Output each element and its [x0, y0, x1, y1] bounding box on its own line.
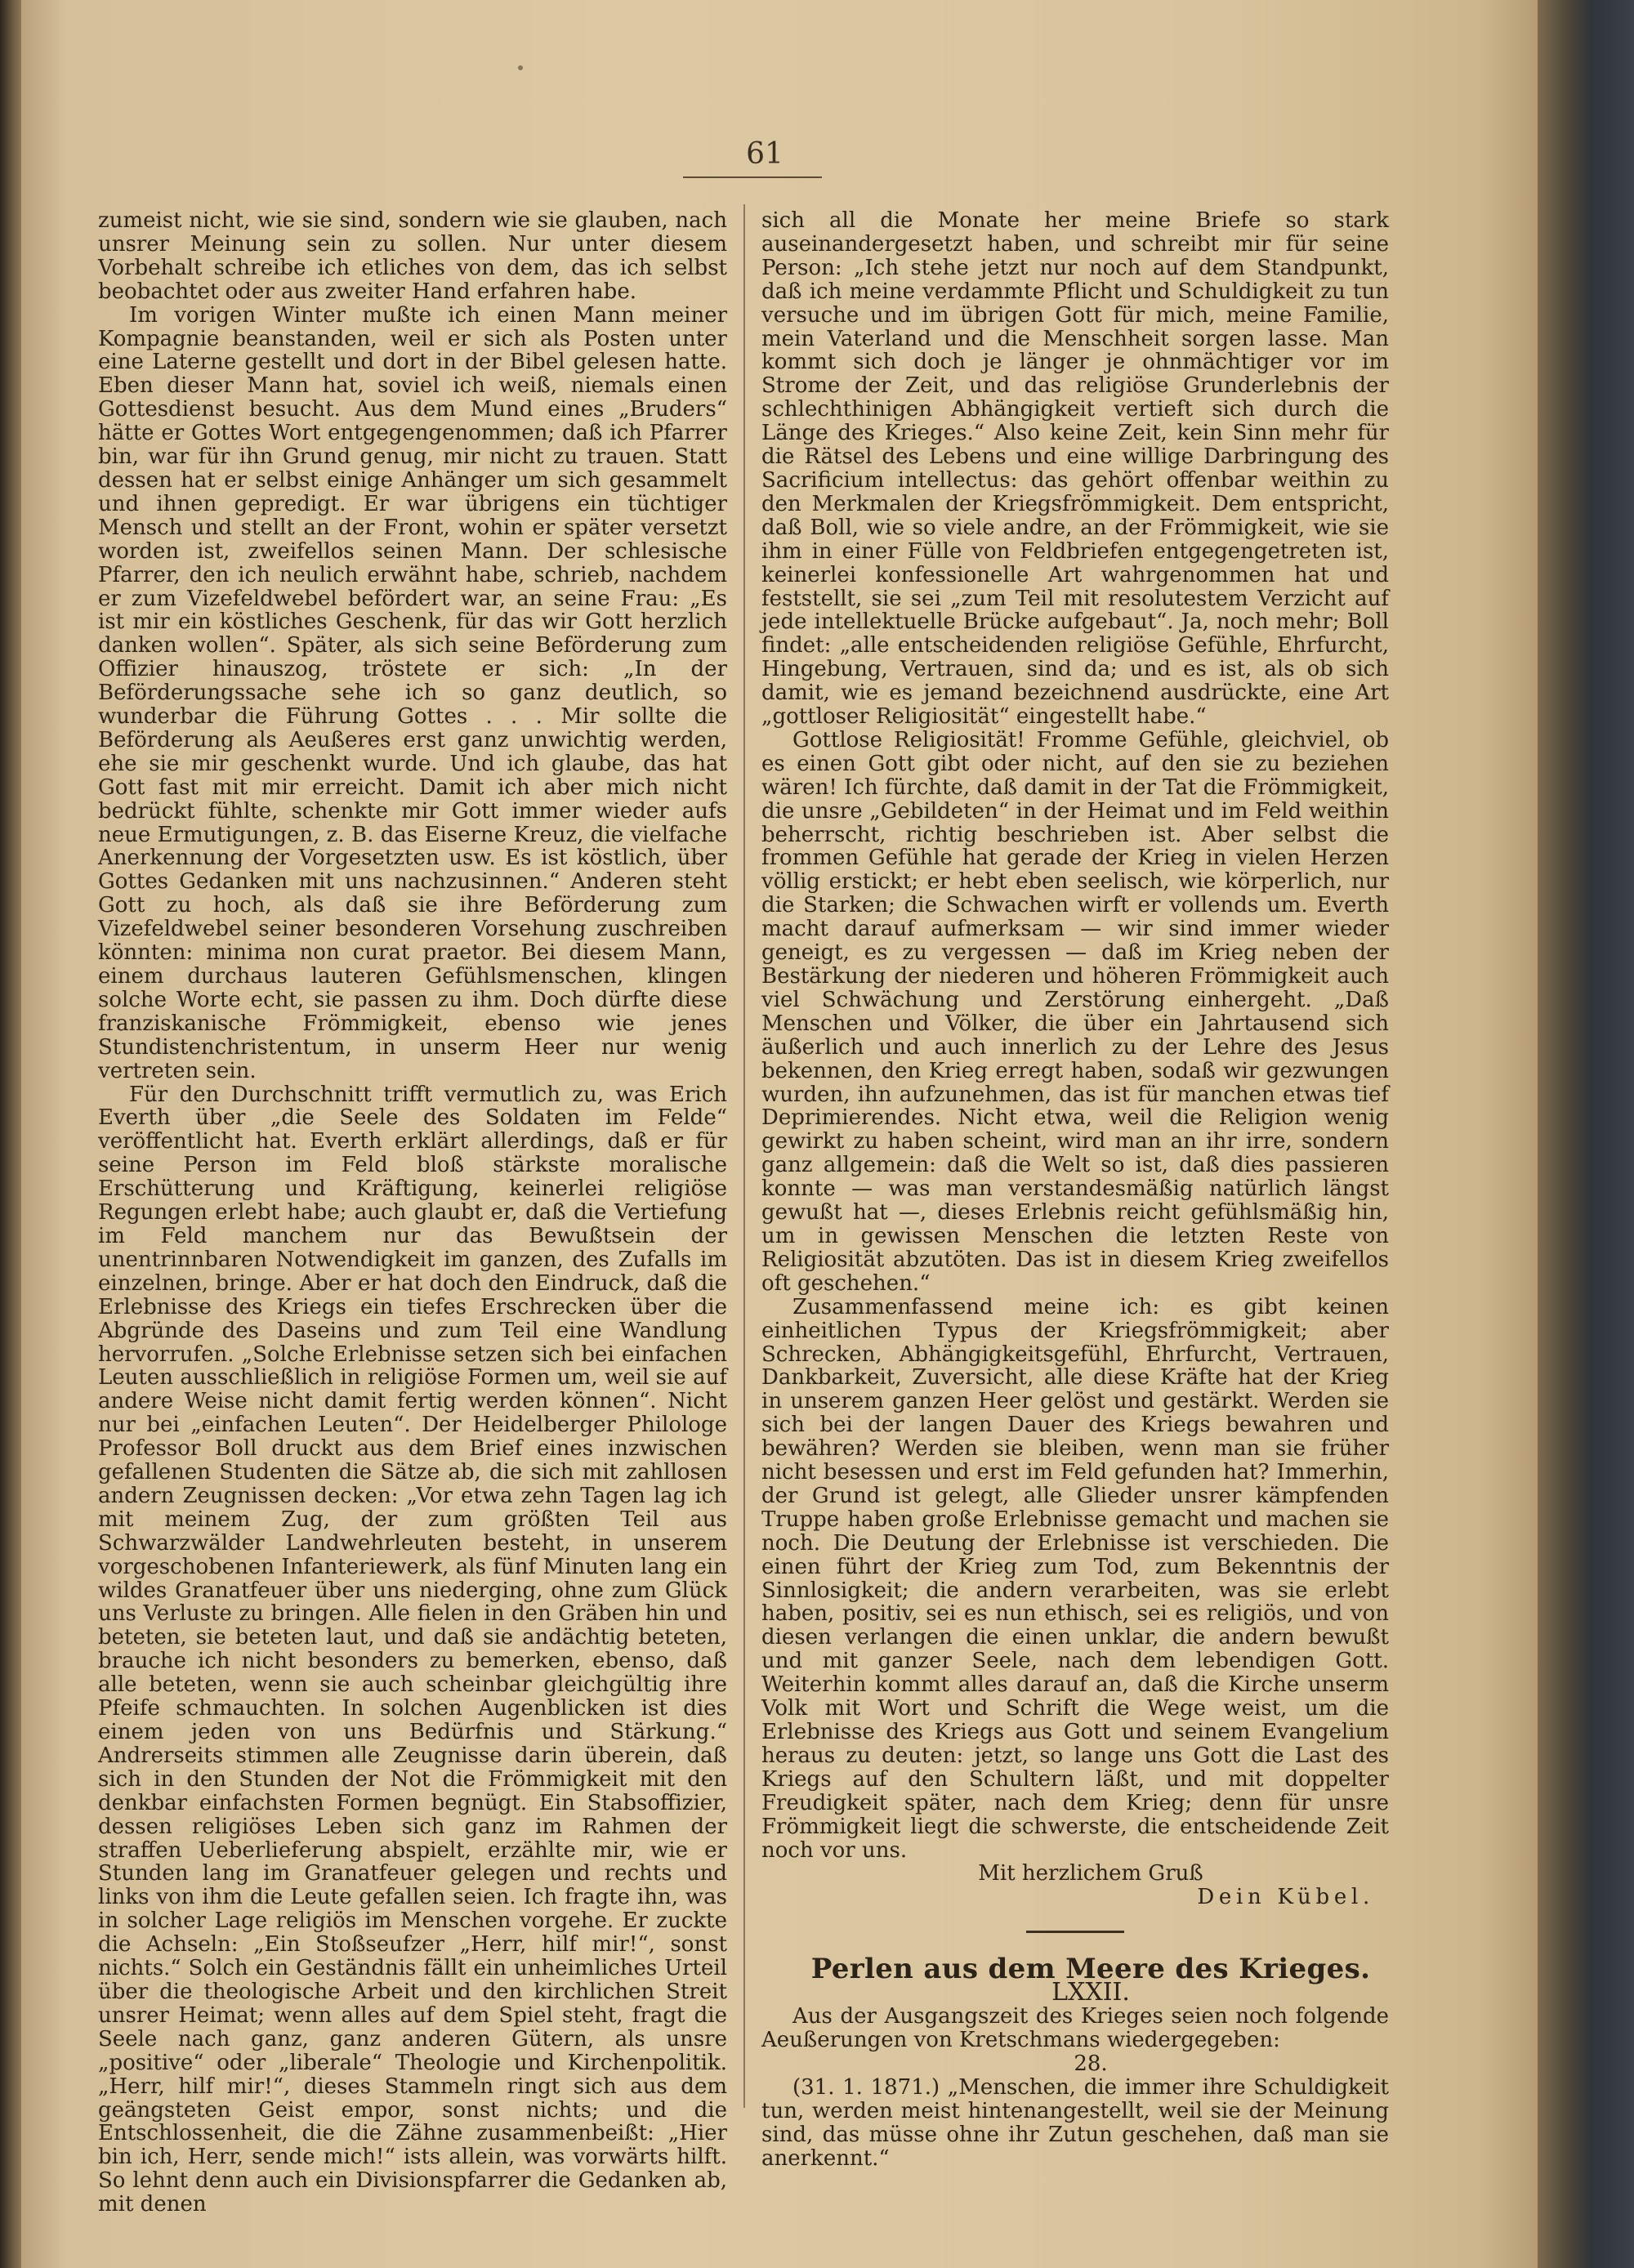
paragraph: Im vorigen Winter mußte ich einen Mann meiner Kompagnie beanstanden, weil er sich als Posten unter eine Laterne gestellt und dort in der Bibel gelesen hatte. Eben dieser Mann hat, soviel ich weiß, niemals einen Gottesdienst besucht. Aus dem Mund eines „Bruders“ hätte er Gottes Wort entgegengenommen; daß ich Pfarrer bin, war für ihn Grund genug, mir nicht zu trauen. Statt dessen hat er selbst einige Anhänger um sich gesammelt und ihnen gepredigt. Er war übrigens ein tüchtiger Mensch und stellt an der Front, wohin er später versetzt worden ist, zweifellos seinen Mann. Der schlesische Pfarrer, den ich neulich erwähnt habe, schrieb, nachdem er zum Vizefeldwebel befördert war, an seine Frau: „Es ist mir ein köstliches Geschenk, für das wir Gott herzlich danken wollen“. Später, als sich seine Beförderung zum Offizier hinauszog, tröstete er sich: „In der Beförderungssache sehe ich so ganz deutlich, so wunderbar die Führung Gottes . . . Mir sollte die Beförderung als Aeußeres erst ganz unwichtig werden, ehe sie mir geschenkt wurde. Und ich glaube, das hat Gott fast mit mir erreicht. Damit ich aber mich nicht bedrückt fühlte, schenkte mir Gott immer wieder aufs neue Ermutigungen, z. B. das Eiserne Kreuz, die vielfache Anerkennung der Vorgesetzten usw. Es ist köstlich, über Gottes Gedanken mit uns nachzusinnen.“ Anderen steht Gott zu hoch, als daß sie ihre Beförderung zum Vizefeldwebel seiner besonderen Vorsehung zuschreiben könnten: minima non curat praetor. Bei diesem Mann, einem durchaus lauteren Gefühlsmenschen, klingen solche Worte echt, sie passen zu ihm. Doch dürfte diese franziskanische Frömmigkeit, ebenso wie jenes Stundistenchristentum, in unserm Heer nur wenig vertreten sein. [98, 302, 727, 1083]
book-edge-right [1538, 0, 1634, 2268]
letter-signature: Dein Kübel. [1197, 1885, 1374, 1910]
right-column [761, 209, 1389, 2170]
header-rule [683, 176, 822, 178]
section-separator [1026, 1931, 1124, 1933]
column-divider [743, 204, 745, 2108]
paragraph: Gottlose Religiosität! Fromme Gefühle, gleichviel, ob es einen Gott gibt oder nicht, auf den sie zu beziehen wären! Ich fürchte, daß damit in der Tat die Frömmigkeit, die unsre „Gebildeten“ in der Heimat und im Feld weithin beherrscht, richtig beschrieben ist. Aber selbst die frommen Gefühle hat gerade der Krieg in vielen Herzen völlig erstickt; er hebt eben seelisch, wie körperlich, nur die Starken; die Schwachen wirft er vollends um. Everth macht darauf aufmerksam — wir sind immer wieder geneigt, es zu vergessen — daß im Krieg neben der Bestärkung der niederen und höheren Frömmigkeit auch viel Schwächung und Zerstörung einhergeht. „Daß Menschen und Völker, die über ein Jahrtausend sich äußerlich und auch innerlich zu der Lehre des Jesus bekennen, den Krieg erregt haben, sodaß wir gezwungen wurden, ihn aufzunehmen, das ist für manchen etwas tief Deprimierendes. Nicht etwa, weil die Religion wenig gewirkt zu haben scheint, wird man an ihr irre, sondern ganz allgemein: daß die Welt so ist, daß dies passieren konnte — was man verstandesmäßig natürlich längst gewußt hat —, dieses Erlebnis reicht gefühlsmäßig hin, um in gewissen Menschen die letzten Reste von Religiosität abzutöten. Das ist in diesem Krieg zweifellos oft geschehen.“ [761, 727, 1389, 1296]
paragraph: sich all die Monate her meine Briefe so stark auseinandergesetzt haben, und schreibt mir für seine Person: „Ich stehe jetzt nur noch auf dem Standpunkt, daß ich meine verdammte Pflicht und Schuldigkeit zu tun versuche und im übrigen Gott für mich, meine Familie, mein Vaterland und die Menschheit sorgen lasse. Man kommt sich doch je länger je ohnmächtiger vor im Strome der Zeit, und das religiöse Grunderlebnis der schlechthinigen Abhängigkeit vertieft sich durch die Länge des Krieges.“ Also keine Zeit, kein Sinn mehr für die Rätsel des Lebens und eine willige Darbringung des Sacrificium intellectus: das gehört offenbar weithin zu den Merkmalen der Kriegsfrömmigkeit. Dem entspricht, daß Boll, wie so viele andre, an der Frömmigkeit, wie sie ihm in einer Fülle von Feldbriefen entgegengetreten ist, keinerlei konfessionelle Art wahrgenommen hat und feststellt, sie sei „zum Teil mit resolutestem Verzicht auf jede intellektuelle Brücke aufgebaut“. Ja, noch mehr; Boll findet: „alle entscheidenden religiöse Gefühle, Ehrfurcht, Hingebung, Vertrauen, sind da; und es ist, als ob sich damit, wie es jemand bezeichnend ausdrückte, eine Art „gottloser Religiosität“ eingestellt habe.“ [761, 208, 1389, 730]
book-spine-left [0, 0, 21, 2268]
section-intro: Aus der Ausgangszeit des Krieges seien noch folgende Aeußerungen von Kretschmans wiedergegeben: [761, 2004, 1389, 2052]
book-page [21, 0, 1538, 2268]
section-title: Perlen aus dem Meere des Krieges. [810, 1953, 1371, 1986]
ink-speck [518, 65, 523, 70]
page-number: 61 [746, 137, 784, 171]
paragraph: zumeist nicht, wie sie sind, sondern wie sie glauben, nach unsrer Meinung sein zu sollen. Nur unter diesem Vorbehalt schreibe ich etliches von dem, das ich selbst beobachtet oder aus zweiter Hand erfahren habe. [98, 208, 727, 304]
left-column [98, 209, 727, 2217]
paragraph: Zusammenfassend meine ich: es gibt keinen einheitlichen Typus der Kriegsfrömmigkeit; aber Schrecken, Abhängigkeitsgefühl, Ehrfurcht, Vertrauen, Dankbarkeit, Zuversicht, alle diese Kräfte hat der Krieg in unserem ganzen Heer gelöst und gestärkt. Werden sie sich bei der langen Dauer des Kriegs bewahren und bewähren? Werden sie bleiben, wenn man sie früher nicht besessen und erst im Feld gefunden hat? Immerhin, der Grund ist gelegt, alle Glieder unsrer kämpfenden Truppe haben große Erlebnisse gemacht und machen sie noch. Die Deutung der Erlebnisse ist verschieden. Die einen führt der Krieg zum Tod, zum Bekenntnis der Sinnlosigkeit; die andern verarbeiten, was sie erlebt haben, positiv, sei es nun ethisch, sei es religiös, und von diesen verlangen die einen unklar, die andern bewußt und mit ganzer Seele, nach dem lebendigen Gott. Weiterhin kommt alles darauf an, daß die Kirche unserm Volk mit Wort und Schrift die Wege weist, um die Erlebnisse des Kriegs aus Gott und seinem Evangelium heraus zu deuten: jetzt, so lange uns Gott die Last des Kriegs auf den Schultern läßt, und mit doppelter Freudigkeit später, nach dem Krieg; denn für unsre Frömmigkeit liegt die schwerste, die entscheidende Zeit noch vor uns. [761, 1294, 1389, 1863]
letter-closing: Mit herzlichem Gruß [978, 1861, 1203, 1886]
paragraph: Für den Durchschnitt trifft vermutlich zu, was Erich Everth über „die Seele des Soldaten im Felde“ veröffentlicht hat. Everth erklärt allerdings, daß er für seine Person im Feld bloß stärkste moralische Erschütterung und Kräftigung, keinerlei religiöse Regungen erlebt habe; auch glaubt er, daß die Vertiefung im Feld manchem nur das Bewußtsein der unentrinnbaren Notwendigkeit im ganzen, des Zufalls im einzelnen, bringe. Aber er hat doch den Eindruck, daß die Erlebnisse des Kriegs ein tiefes Erschrecken über die Abgründe des Daseins und zum Teil eine Wandlung hervorrufen. „Solche Erlebnisse setzen sich bei einfachen Leuten ausschließlich in religiöse Formen um, weil sie auf andere Weise nicht damit fertig werden können“. Nicht nur bei „einfachen Leuten“. Der Heidelberger Philologe Professor Boll druckt aus dem Brief eines inzwischen gefallenen Studenten die Sätze ab, die sich mit zahllosen andern Zeugnissen decken: „Vor etwa zehn Tagen lag ich mit meinem Zug, der zum größten Teil aus Schwarzwälder Landwehrleuten besteht, in unserem vorgeschobenen Infanteriewerk, als fünf Minuten lang ein wildes Granatfeuer über uns niederging, ohne zum Glück uns Verluste zu bringen. Alle fielen in den Gräben hin und beteten, sie beteten laut, und daß sie andächtig beteten, brauche ich nicht besonders zu bemerken, ebenso, daß alle beteten, wenn sie auch scheinbar gleichgültig ihre Pfeife schmauchten. In solchen Augenblicken ist dies einem jeden von uns Bedürfnis und Stärkung.“ Andrerseits stimmen alle Zeugnisse darin überein, daß sich in den Stunden der Not die Frömmigkeit mit den denkbar einfachsten Formen begnügt. Ein Stabsoffizier, dessen religiöses Leben sich ganz im Rahmen der straffen Ueberlieferung abspielt, erzählte mir, wie er Stunden lang im Granatfeuer gelegen und rechts und links von ihm die Leute gefallen seien. Ich fragte ihn, was in solcher Lage religiös im Menschen vorgehe. Er zuckte die Achseln: „Ein Stoßseufzer „Herr, hilf mir!“, sonst nichts.“ Solch ein Geständnis fällt ein unheimliches Urteil über die theologische Arbeit und den kirchlichen Streit unsrer Heimat; wenn alles auf dem Spiel steht, fragt die Seele nach ganz, ganz anderen Gütern, als unsre „positive“ oder „liberale“ Theologie und Kirchenpolitik. „Herr, hilf mir!“, dieses Stammeln ringt sich aus dem geängsteten Geist empor, sonst nichts; und die Entschlossenheit, die die Zähne zusammenbeißt: „Hier bin ich, Herr, sende mich!“ ists allein, was vorwärts hilft. So lehnt denn auch ein Divisionspfarrer die Gedanken ab, mit denen [98, 1082, 727, 2217]
entry-text: (31. 1. 1871.) „Menschen, die immer ihre Schuldigkeit tun, werden meist hintenangestellt, weil sie der Meinung sind, das müsse ohne ihr Zutun geschehen, daß man sie anerkennt.“ [761, 2074, 1389, 2171]
section-number: LXXII. [1051, 1978, 1130, 2007]
entry-number: 28. [1074, 2051, 1108, 2076]
